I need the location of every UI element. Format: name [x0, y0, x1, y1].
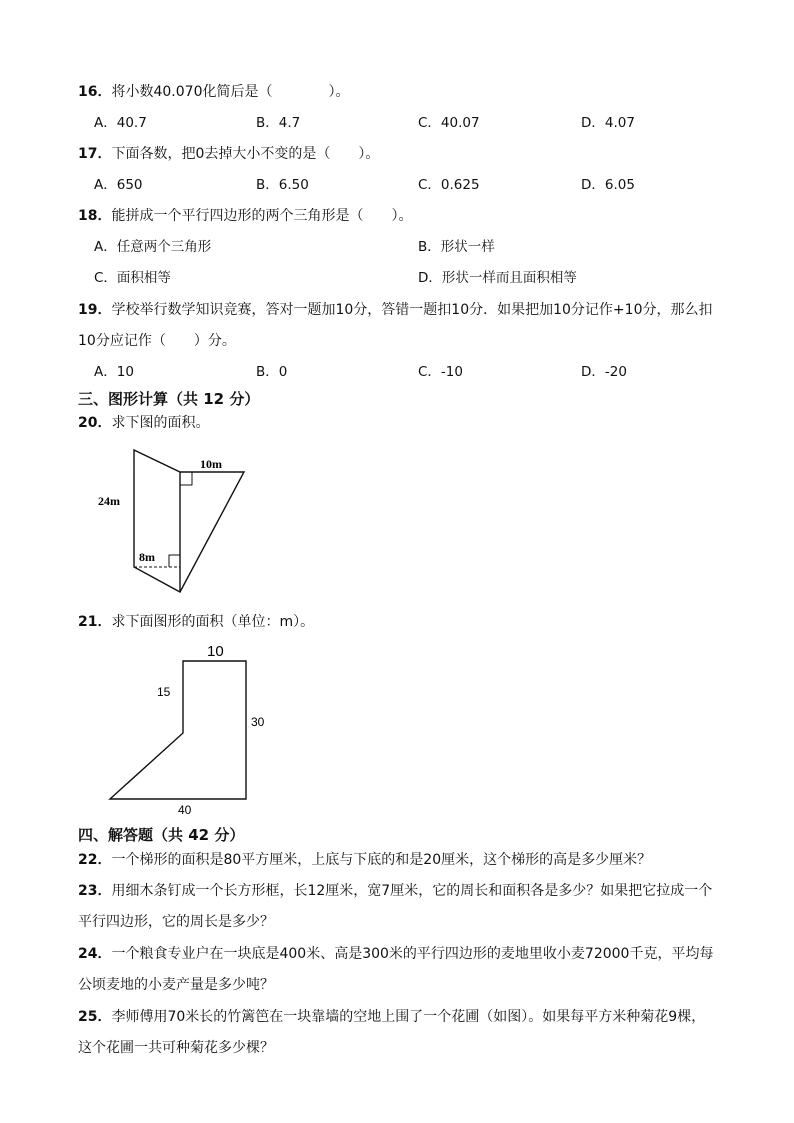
question-25	[78, 1007, 705, 1027]
question-number: 21．	[78, 614, 112, 630]
option-a: A．40.7	[94, 115, 147, 131]
question-23	[78, 881, 712, 901]
question-text: 一个梯形的面积是80平方厘米，上底与下底的和是20厘米，这个梯形的高是多少厘米？	[111, 852, 652, 868]
label-40: 40	[178, 803, 192, 817]
label-24m: 24m	[98, 494, 120, 508]
option-a: A．任意两个三角形	[94, 239, 212, 255]
question-number: 20．	[78, 415, 112, 431]
question-number: 17．	[78, 146, 112, 162]
question-text: 能拼成一个平行四边形的两个三角形是（ ）。	[111, 208, 413, 224]
question-text: 一个粮食专业户在一块底是400米、高是300米的平行四边形的麦地里收小麦72000千克，平均每	[111, 946, 714, 962]
question-text-continued: 公顷麦地的小麦产量是多少吨？	[78, 977, 274, 993]
option-d: D．-20	[581, 364, 627, 380]
option-c: C．40.07	[418, 115, 480, 131]
question-text: 将小数40.070化简后是（ ）。	[111, 84, 350, 100]
label-15: 15	[157, 685, 171, 699]
label-30: 30	[251, 715, 265, 729]
option-d: D．6.05	[581, 177, 635, 193]
section-heading: 四、解答题（共 42 分）	[78, 826, 245, 844]
question-number: 25．	[78, 1009, 112, 1025]
label-10: 10	[207, 643, 224, 660]
option-b: B．形状一样	[418, 239, 495, 255]
question-number: 16．	[78, 84, 112, 100]
question-text: 下面各数，把0去掉大小不变的是（ ）。	[111, 146, 380, 162]
question-text: 求下图的面积。	[111, 415, 210, 431]
option-a: A．650	[94, 177, 143, 193]
question-22	[78, 850, 651, 870]
question-number: 23．	[78, 883, 112, 899]
option-c: C．面积相等	[94, 270, 171, 286]
question-number: 24．	[78, 946, 112, 962]
option-c: C．0.625	[418, 177, 480, 193]
option-b: B．0	[256, 364, 288, 380]
label-10m: 10m	[200, 457, 222, 471]
question-text: 李师傅用70米长的竹篱笆在一块靠墙的空地上围了一个花圃（如图）。如果每平方米种菊花9棵，	[111, 1009, 706, 1025]
question-text-continued: 平行四边形，它的周长是多少？	[78, 914, 274, 930]
question-text: 学校举行数学知识竞赛，答对一题加10分，答错一题扣10分．如果把加10分记作+10分，那么扣	[111, 302, 713, 318]
option-b: B．4.7	[256, 115, 301, 131]
option-b: B．6.50	[256, 177, 309, 193]
question-number: 22．	[78, 852, 112, 868]
option-c: C．-10	[418, 364, 463, 380]
option-d: D．形状一样而且面积相等	[418, 270, 577, 286]
option-a: A．10	[94, 364, 134, 380]
question-text: 用细木条钉成一个长方形框，长12厘米，宽7厘米，它的周长和面积各是多少？如果把它拉成一个	[111, 883, 713, 899]
question-number: 19．	[78, 302, 112, 318]
figure-outline	[110, 661, 246, 799]
question-24	[78, 944, 713, 964]
label-8m: 8m	[139, 550, 155, 564]
question-text-continued: 10分应记作（ ）分。	[78, 333, 236, 349]
option-d: D．4.07	[581, 115, 635, 131]
question-number: 18．	[78, 208, 112, 224]
question-text: 求下面图形的面积（单位：m）。	[111, 614, 315, 630]
question-text-continued: 这个花圃一共可种菊花多少棵？	[78, 1040, 274, 1056]
section-heading: 三、图形计算（共 12 分）	[78, 390, 260, 408]
